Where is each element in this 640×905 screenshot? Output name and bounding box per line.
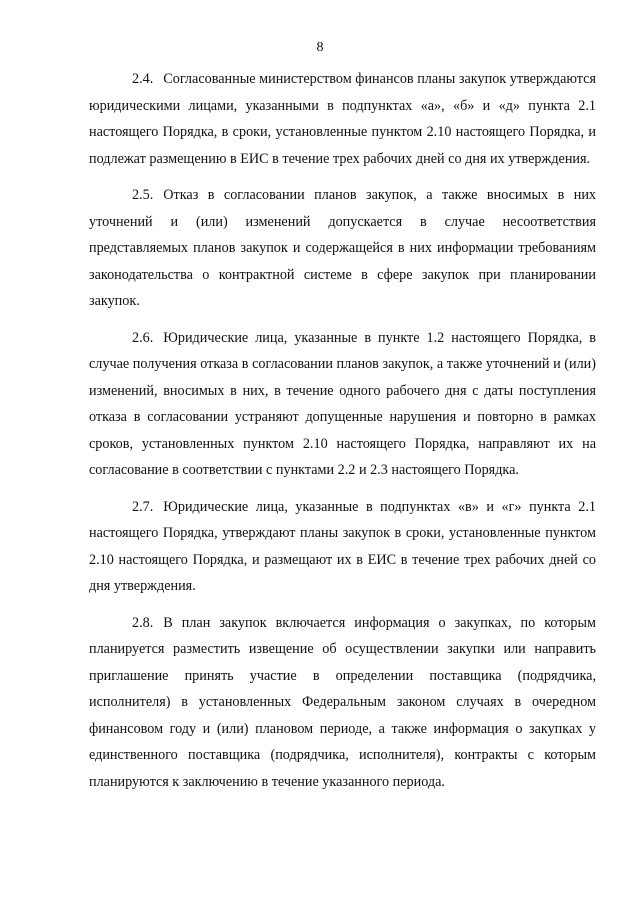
paragraph-text: В план закупок включается информация о закупках, по которым планируется разместить извещение об осуществлении закупки или направить приглашение принять участие в определении поставщика (подрядчика, исполнителя) в установленных Федеральным законом случаях в очередном финансовом году и (или) плановом периоде, а также информация о закупках у единственного поставщика (подрядчика, исполнителя), контракты с которым планируются к заключению в течение указанного периода. [89,614,596,790]
paragraph-2-5 [89,182,596,315]
paragraph-2-6 [89,325,596,484]
paragraph-number: 2.8. [132,614,154,631]
paragraph-number: 2.6. [132,329,154,346]
page-number: 8 [316,40,324,55]
document-body [89,66,596,805]
paragraph-number: 2.7. [132,498,154,515]
paragraph-2-8 [89,610,596,796]
paragraph-text: Юридические лица, указанные в пункте 1.2 настоящего Порядка, в случае получения отказа в согласовании планов закупок, а также уточнений и (или) изменений, вносимых в них, в течение одного рабочего дня с даты поступления отказа в согласовании устраняют допущенные нарушения и повторно в рамках сроков, установленных пунктом 2.10 настоящего Порядка, направляют их на согласование в соответствии с пунктами 2.2 и 2.3 настоящего Порядка. [89,329,596,478]
paragraph-text: Отказ в согласовании планов закупок, а также вносимых в них уточнений и (или) изменений допускается в случае несоответствия представляемых планов закупок и содержащейся в них информации требованиям законодательства о контрактной системе в сфере закупок при планировании закупок. [89,187,596,309]
paragraph-text: Согласованные министерством финансов планы закупок утверждаются юридическими лицами, указанными в подпунктах «а», «б» и «д» пункта 2.1 настоящего Порядка, в сроки, установленные пунктом 2.10 настоящего Порядка, и подлежат размещению в ЕИС в течение трех рабочих дней со дня их утверждения. [89,71,596,167]
paragraph-text: Юридические лица, указанные в подпунктах «в» и «г» пункта 2.1 настоящего Порядка, утверждают планы закупок в сроки, установленные пунктом 2.10 настоящего Порядка, и размещают их в ЕИС в течение трех рабочих дней со дня утверждения. [89,498,596,594]
paragraph-number: 2.4. [132,71,154,87]
paragraph-number: 2.5. [132,187,154,203]
paragraph-2-4 [89,66,596,172]
paragraph-2-7 [89,494,596,600]
